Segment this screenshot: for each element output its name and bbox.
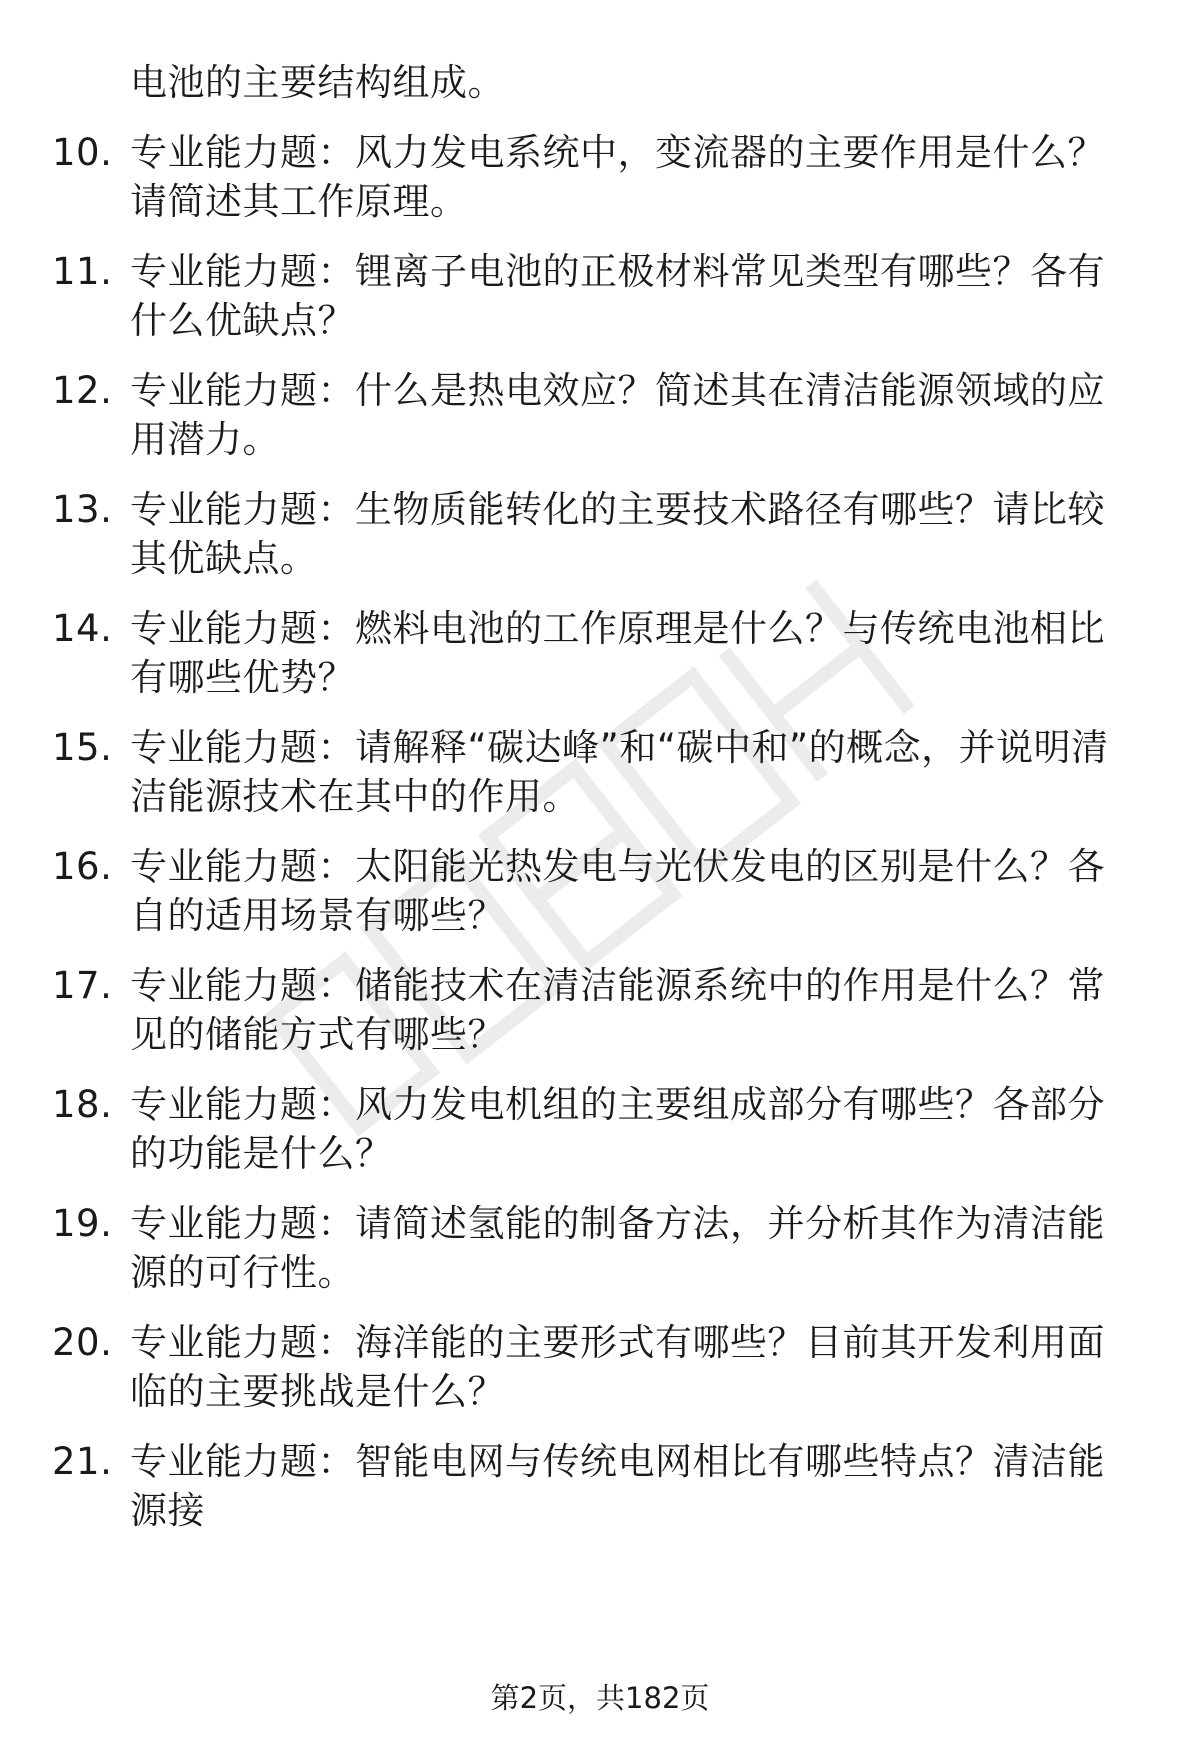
question-number: 18. <box>52 1083 113 1126</box>
question-item-13 <box>0 485 1200 585</box>
question-item-14 <box>0 604 1200 704</box>
question-text: 专业能力题：什么是热电效应？简述其在清洁能源领域的应用潜力。 <box>130 369 1105 461</box>
question-text: 专业能力题：海洋能的主要形式有哪些？目前其开发利用面临的主要挑战是什么？ <box>130 1321 1105 1413</box>
question-text: 专业能力题：太阳能光热发电与光伏发电的区别是什么？各自的适用场景有哪些？ <box>130 845 1105 937</box>
question-item-18 <box>0 1080 1200 1180</box>
question-text: 专业能力题：生物质能转化的主要技术路径有哪些？请比较其优缺点。 <box>130 488 1105 580</box>
question-number: 12. <box>52 369 113 412</box>
continued-text: 电池的主要结构组成。 <box>130 61 505 104</box>
question-text: 专业能力题：燃料电池的工作原理是什么？与传统电池相比有哪些优势？ <box>130 607 1105 699</box>
question-number: 21. <box>52 1440 113 1483</box>
question-item-12 <box>0 366 1200 466</box>
question-text: 专业能力题：请解释“碳达峰”和“碳中和”的概念，并说明清洁能源技术在其中的作用。 <box>130 726 1109 818</box>
question-item-16 <box>0 842 1200 942</box>
question-number: 10. <box>52 131 113 174</box>
question-number: 17. <box>52 964 113 1007</box>
question-number: 20. <box>52 1321 113 1364</box>
question-item-17 <box>0 961 1200 1061</box>
question-item-15 <box>0 723 1200 823</box>
question-text: 专业能力题：风力发电系统中，变流器的主要作用是什么？请简述其工作原理。 <box>130 131 1105 223</box>
question-number: 13. <box>52 488 113 531</box>
question-text: 专业能力题：智能电网与传统电网相比有哪些特点？清洁能源接 <box>130 1440 1105 1532</box>
page-footer: 第2页，共182页 <box>490 1681 710 1715</box>
question-item-11 <box>0 247 1200 347</box>
question-number: 15. <box>52 726 113 769</box>
question-text: 专业能力题：锂离子电池的正极材料常见类型有哪些？各有什么优缺点？ <box>130 250 1105 342</box>
question-text: 专业能力题：风力发电机组的主要组成部分有哪些？各部分的功能是什么？ <box>130 1083 1105 1175</box>
question-item-10 <box>0 128 1200 228</box>
question-number: 19. <box>52 1202 113 1245</box>
question-number: 11. <box>52 250 113 293</box>
question-number: 16. <box>52 845 113 888</box>
question-item-20 <box>0 1318 1200 1418</box>
question-item-19 <box>0 1199 1200 1299</box>
question-item-21 <box>0 1437 1200 1532</box>
question-number: 14. <box>52 607 113 650</box>
question-text: 专业能力题：储能技术在清洁能源系统中的作用是什么？常见的储能方式有哪些？ <box>130 964 1105 1056</box>
question-text: 专业能力题：请简述氢能的制备方法，并分析其作为清洁能源的可行性。 <box>130 1202 1105 1294</box>
